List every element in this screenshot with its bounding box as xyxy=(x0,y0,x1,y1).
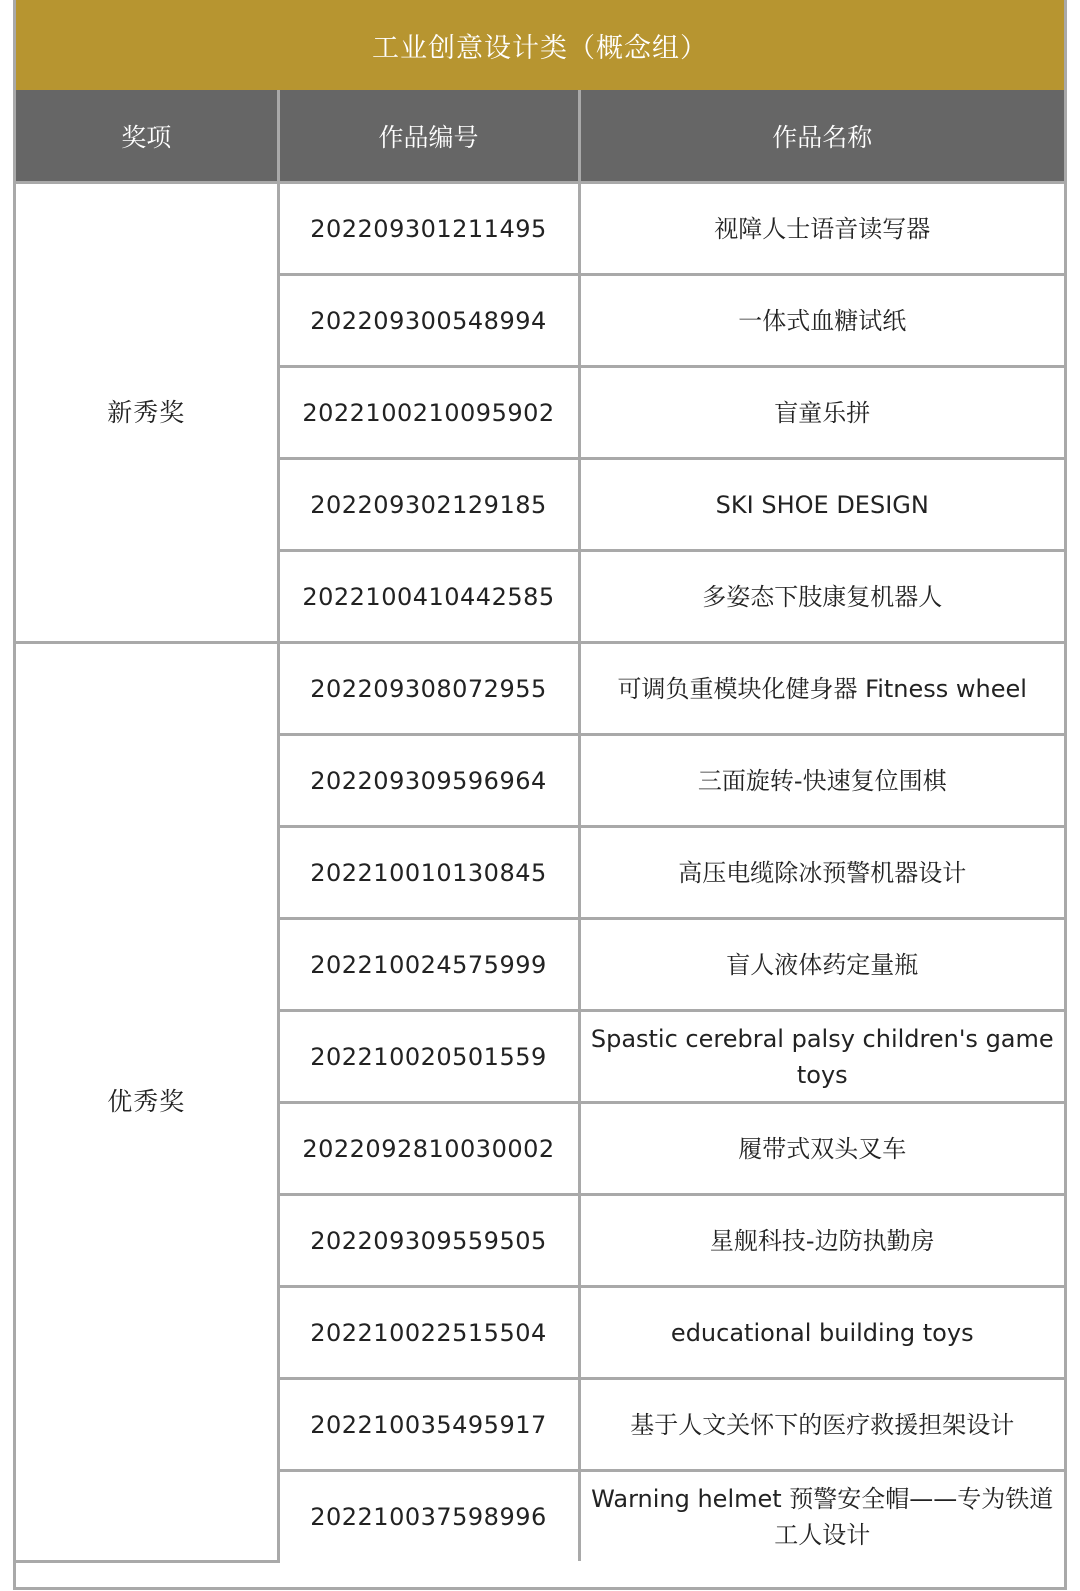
entry-code: 202209302129185 xyxy=(278,459,579,551)
entry-code: 202210020501559 xyxy=(278,1011,579,1103)
entry-name: 星舰科技-边防执勤房 xyxy=(579,1195,1064,1287)
entry-name: SKI SHOE DESIGN xyxy=(579,459,1064,551)
award-cell-rookie: 新秀奖 xyxy=(16,183,278,643)
entry-name: 高压电缆除冰预警机器设计 xyxy=(579,827,1064,919)
award-cell-excellence: 优秀奖 xyxy=(16,643,278,1562)
table-row xyxy=(16,643,1064,735)
entry-code: 202209300548994 xyxy=(278,275,579,367)
entry-name: 履带式双头叉车 xyxy=(579,1103,1064,1195)
entry-name: 一体式血糖试纸 xyxy=(579,275,1064,367)
entry-name: 盲童乐拼 xyxy=(579,367,1064,459)
entry-code: 202210037598996 xyxy=(278,1471,579,1562)
entry-code: 202210022515504 xyxy=(278,1287,579,1379)
entry-name: 基于人文关怀下的医疗救援担架设计 xyxy=(579,1379,1064,1471)
entry-code: 202210024575999 xyxy=(278,919,579,1011)
award-table xyxy=(16,90,1064,1563)
entry-name: 可调负重模块化健身器 Fitness wheel xyxy=(579,643,1064,735)
entry-code: 202209309559505 xyxy=(278,1195,579,1287)
entry-name: 视障人士语音读写器 xyxy=(579,183,1064,275)
entry-name: educational building toys xyxy=(579,1287,1064,1379)
entry-name: Warning helmet 预警安全帽——专为铁道工人设计 xyxy=(591,1484,1054,1549)
table-row xyxy=(16,183,1064,275)
entry-code: 202210010130845 xyxy=(278,827,579,919)
table-title: 工业创意设计类（概念组） xyxy=(16,0,1064,90)
header-code: 作品编号 xyxy=(278,90,579,183)
award-table-card xyxy=(13,0,1067,1590)
header-award: 奖项 xyxy=(16,90,278,183)
entry-code: 2022100210095902 xyxy=(278,367,579,459)
entry-name: 多姿态下肢康复机器人 xyxy=(579,551,1064,643)
header-name: 作品名称 xyxy=(579,90,1064,183)
entry-name: Spastic cerebral palsy children's game toys xyxy=(579,1011,1064,1103)
header-row xyxy=(16,90,1064,183)
entry-code: 202209309596964 xyxy=(278,735,579,827)
entry-code: 202209301211495 xyxy=(278,183,579,275)
entry-code: 202210035495917 xyxy=(278,1379,579,1471)
entry-code: 202209308072955 xyxy=(278,643,579,735)
entry-name: 盲人液体药定量瓶 xyxy=(579,919,1064,1011)
entry-code: 2022100410442585 xyxy=(278,551,579,643)
entry-code: 2022092810030002 xyxy=(278,1103,579,1195)
entry-name: 三面旋转-快速复位围棋 xyxy=(579,735,1064,827)
